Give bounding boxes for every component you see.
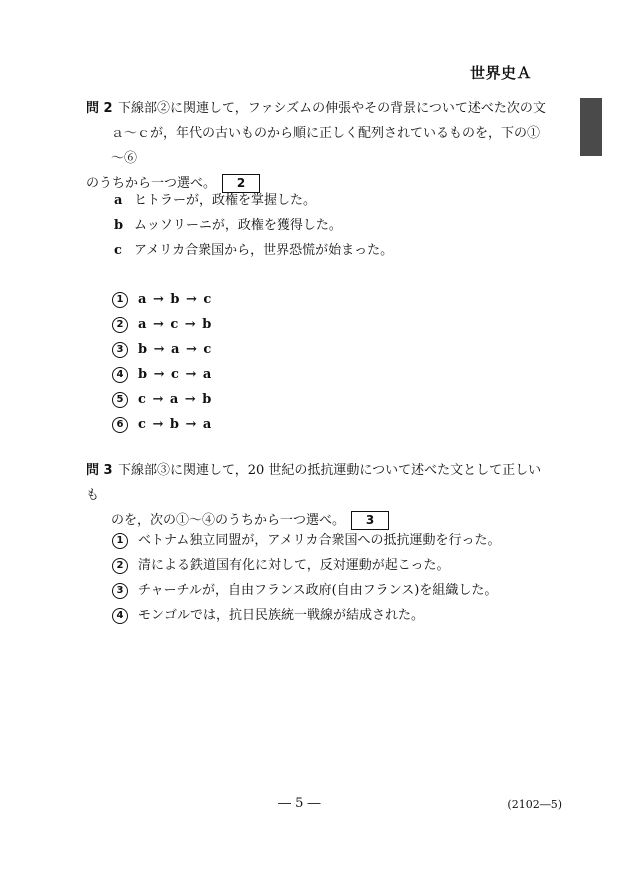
- q2-choice-3[interactable]: 3 b → a → c: [112, 339, 212, 361]
- subject-title: 世界史Ａ: [469, 64, 532, 82]
- answer-box-2[interactable]: 2: [222, 174, 260, 193]
- answer-box-3[interactable]: 3: [351, 511, 389, 530]
- page-number: ― 5 ―: [278, 796, 321, 811]
- q2-choice-5[interactable]: 5 c → a → b: [112, 389, 212, 411]
- circled-number-icon: 3: [112, 583, 128, 599]
- question-2: [86, 96, 546, 196]
- question-2-text-line1: 下線部②に関連して，ファシズムの伸張やその背景について述べた次の文: [118, 101, 546, 116]
- q2-choice-2[interactable]: 2 a → c → b: [112, 314, 212, 336]
- circled-number-icon: 1: [112, 533, 128, 549]
- statement-c: c アメリカ合衆国から，世界恐慌が始まった。: [114, 243, 394, 258]
- statement-b: b ムッソリーニが，政権を獲得した。: [114, 218, 342, 233]
- circled-number-icon: 3: [112, 342, 128, 358]
- q2-choice-6[interactable]: 6 c → b → a: [112, 414, 212, 436]
- q3-choice-1[interactable]: 1 ベトナム独立同盟が，アメリカ合衆国への抵抗運動を行った。: [112, 530, 500, 552]
- question-2-label: 問 2: [86, 101, 113, 116]
- circled-number-icon: 5: [112, 392, 128, 408]
- question-2-text-line2: ａ～ｃが，年代の古いものから順に正しく配列されているものを，下の①～⑥: [111, 126, 541, 166]
- question-3-text-line2: のを，次の①～④のうちから一つ選べ。: [111, 513, 346, 528]
- q3-choice-2[interactable]: 2 清による鉄道国有化に対して，反対運動が起こった。: [112, 555, 449, 577]
- circled-number-icon: 1: [112, 292, 128, 308]
- q3-choice-4[interactable]: 4 モンゴルでは，抗日民族統一戦線が結成された。: [112, 605, 424, 627]
- question-3: [86, 458, 546, 533]
- question-3-text-line1: 下線部③に関連して，20 世紀の抵抗運動について述べた文として正しいも: [86, 463, 542, 503]
- page-edge-tab: [580, 98, 602, 156]
- exam-code: (2102―5): [507, 798, 562, 811]
- circled-number-icon: 4: [112, 367, 128, 383]
- circled-number-icon: 2: [112, 317, 128, 333]
- question-2-text-line3: のうちから一つ選べ。: [86, 176, 217, 191]
- circled-number-icon: 4: [112, 608, 128, 624]
- q2-choice-4[interactable]: 4 b → c → a: [112, 364, 212, 386]
- circled-number-icon: 6: [112, 417, 128, 433]
- q2-choice-1[interactable]: 1 a → b → c: [112, 289, 212, 311]
- circled-number-icon: 2: [112, 558, 128, 574]
- question-3-label: 問 3: [86, 463, 113, 478]
- q3-choice-3[interactable]: 3 チャーチルが，自由フランス政府(自由フランス)を組織した。: [112, 580, 497, 602]
- statement-a: a ヒトラーが，政権を掌握した。: [114, 193, 317, 208]
